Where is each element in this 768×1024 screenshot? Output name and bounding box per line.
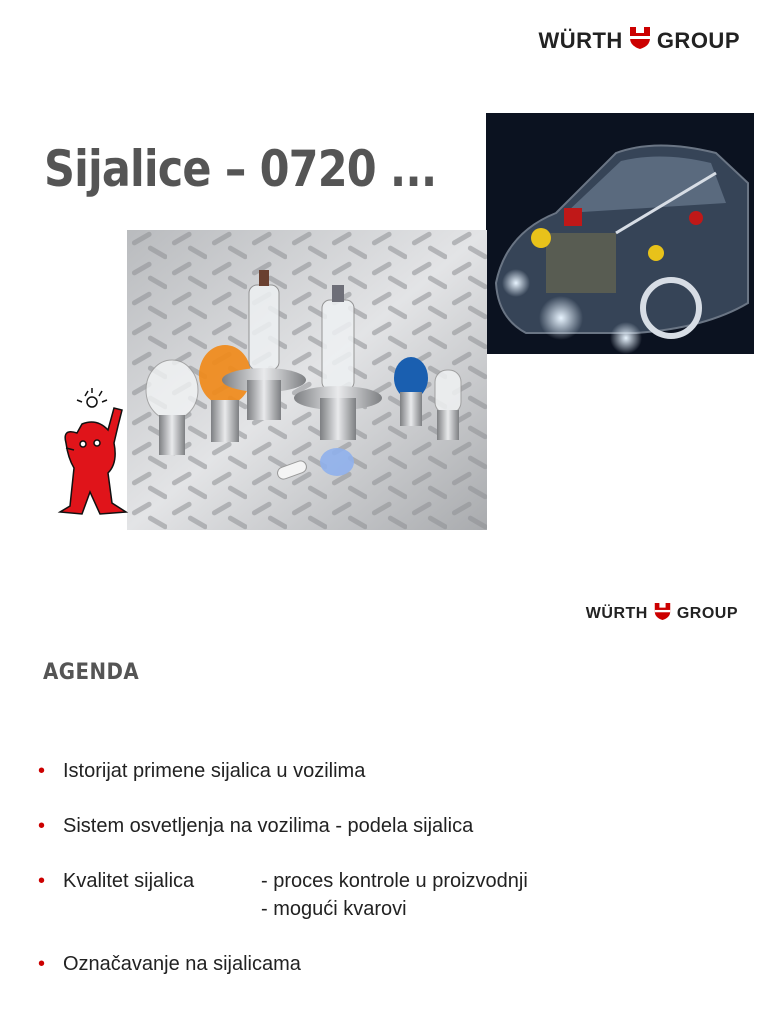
wurth-shield-icon	[629, 26, 651, 56]
wurth-group-logo	[586, 602, 738, 626]
agenda-item	[38, 757, 718, 785]
bulbs-on-metal-plate-photo	[127, 230, 487, 530]
agenda-slide	[0, 575, 768, 1024]
agenda-item-label: Kvalitet sijalica	[63, 870, 195, 892]
logo-text-group: GROUP	[676, 605, 738, 622]
agenda-heading: AGENDA	[43, 660, 140, 685]
wurth-shield-icon	[654, 602, 671, 626]
agenda-item-label: Sistem osvetljenja na vozilima - podela sijalica	[63, 815, 474, 837]
idea-mascot-illustration	[52, 388, 132, 518]
wurth-group-logo	[538, 26, 740, 56]
agenda-item-label: Istorijat primene sijalica u vozilima	[63, 760, 366, 782]
bullet-icon: •	[38, 815, 46, 837]
agenda-item	[38, 812, 718, 840]
agenda-item-detail: - mogući kvarovi	[261, 898, 407, 920]
agenda-item	[38, 867, 718, 923]
logo-text-group: GROUP	[656, 28, 740, 53]
bullet-icon: •	[38, 953, 46, 975]
agenda-item-label: Označavanje na sijalicama	[63, 953, 301, 975]
logo-text-wurth: WÜRTH	[585, 605, 648, 622]
agenda-item-detail: - proces kontrole u proizvodnji	[261, 870, 528, 892]
bullet-icon: •	[38, 870, 46, 892]
agenda-item	[38, 950, 718, 978]
slide-title: Sijalice – 0720 ...	[44, 140, 437, 198]
transparent-car-photo	[486, 113, 754, 354]
agenda-list	[38, 757, 718, 1005]
bullet-icon: •	[38, 760, 46, 782]
logo-text-wurth: WÜRTH	[538, 28, 623, 53]
